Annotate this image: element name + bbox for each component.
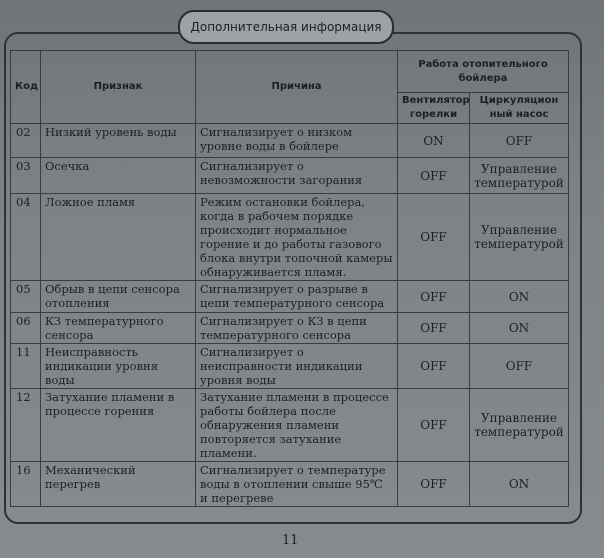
table-row <box>11 194 569 281</box>
sign-cell: Осечка <box>41 158 196 194</box>
code-cell: 12 <box>11 389 41 462</box>
sign-cell: Обрыв в цепи сенсора отопления <box>41 281 196 313</box>
sign-cell: Механический перегрев <box>41 462 196 507</box>
error-code-table <box>10 50 569 507</box>
code-cell: 16 <box>11 462 41 507</box>
fan-status-cell: OFF <box>398 344 470 389</box>
header-sign: Признак <box>41 51 196 124</box>
header-cause: Причина <box>196 51 398 124</box>
fan-status-cell: ON <box>398 124 470 158</box>
code-cell: 11 <box>11 344 41 389</box>
sign-cell: КЗ температурного сенсора <box>41 313 196 344</box>
fan-status-cell: OFF <box>398 158 470 194</box>
pump-status-cell: Управление температурой <box>470 389 569 462</box>
table-row <box>11 281 569 313</box>
table-row <box>11 158 569 194</box>
sign-cell: Низкий уровень воды <box>41 124 196 158</box>
fan-status-cell: OFF <box>398 313 470 344</box>
page-number: 11 <box>282 533 299 548</box>
fan-status-cell: OFF <box>398 194 470 281</box>
code-cell: 03 <box>11 158 41 194</box>
code-cell: 05 <box>11 281 41 313</box>
sign-cell: Ложное пламя <box>41 194 196 281</box>
header-code: Код <box>11 51 41 124</box>
section-title-text: Дополнительная информация <box>190 20 382 34</box>
fan-status-cell: OFF <box>398 389 470 462</box>
pump-status-cell: ON <box>470 281 569 313</box>
sign-cell: Неисправность индикации уровня воды <box>41 344 196 389</box>
cause-cell: Сигнализирует о разрыве в цепи температурного сенсора <box>196 281 398 313</box>
pump-status-cell: ON <box>470 462 569 507</box>
table-row <box>11 389 569 462</box>
code-cell: 02 <box>11 124 41 158</box>
header-fan: Вентилятор горелки <box>398 93 470 124</box>
fan-status-cell: OFF <box>398 462 470 507</box>
code-cell: 06 <box>11 313 41 344</box>
cause-cell: Сигнализирует о неисправности индикации уровня воды <box>196 344 398 389</box>
cause-cell: Сигнализирует о низком уровне воды в бойлере <box>196 124 398 158</box>
cause-cell: Затухание пламени в процессе работы бойлера после обнаружения пламени повторяется затухание пламени. <box>196 389 398 462</box>
pump-status-cell: Управление температурой <box>470 194 569 281</box>
pump-status-cell: OFF <box>470 124 569 158</box>
cause-cell: Сигнализирует о КЗ в цепи температурного сенсора <box>196 313 398 344</box>
header-boiler-operation: Работа отопительного бойлера <box>398 51 569 93</box>
section-title <box>178 10 394 44</box>
fan-status-cell: OFF <box>398 281 470 313</box>
cause-cell: Сигнализирует о невозможности загорания <box>196 158 398 194</box>
table-row <box>11 313 569 344</box>
header-pump: Циркуляцион ный насос <box>470 93 569 124</box>
table-row <box>11 344 569 389</box>
table-row <box>11 124 569 158</box>
cause-cell: Режим остановки бойлера, когда в рабочем порядке происходит нормальное горение и до работы газового блока внутри топочной камеры обнаруживается пламя. <box>196 194 398 281</box>
pump-status-cell: OFF <box>470 344 569 389</box>
code-cell: 04 <box>11 194 41 281</box>
pump-status-cell: Управление температурой <box>470 158 569 194</box>
table-row <box>11 462 569 507</box>
sign-cell: Затухание пламени в процессе горения <box>41 389 196 462</box>
cause-cell: Сигнализирует о температуре воды в отоплении свыше 95℃ и перегреве <box>196 462 398 507</box>
pump-status-cell: ON <box>470 313 569 344</box>
